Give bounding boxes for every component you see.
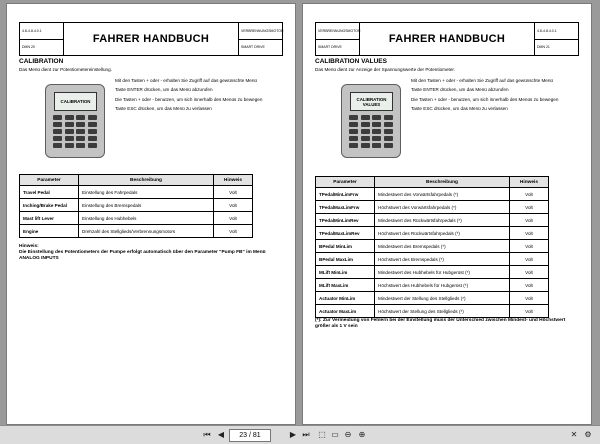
table-row	[316, 227, 549, 240]
table-row	[20, 212, 253, 225]
section-subtitle: Das Menü dient zur Potentiometereinstellung.	[19, 67, 112, 72]
device-screen	[54, 92, 97, 111]
cell-description: Höchstwert des Hubhebels für Hubgerüst (*)	[375, 279, 510, 292]
section-title: CALIBRATION	[19, 58, 64, 65]
cell-description: Einstellung des Bremspedals	[79, 199, 214, 212]
cell-parameter: TPedalMaxLimFrw	[316, 201, 375, 214]
cell-parameter: Mast lift Lever	[20, 212, 79, 225]
cell-note: Volt	[510, 188, 549, 201]
note-block	[19, 244, 281, 262]
note-text: Die Einstellung des Potentiometers der Pumpe erfolgt automatisch über den Parameter "Pump FB" im Menü ANALOG INPUTS	[19, 250, 266, 261]
cell-parameter: BPedal MinLim	[316, 240, 375, 253]
cell-parameter: Travel Pedal	[20, 186, 79, 199]
cell-note: Volt	[214, 212, 253, 225]
device-screen-text: CALIBRATION	[60, 99, 91, 104]
table-row	[20, 199, 253, 212]
cell-parameter: MLift MinLim	[316, 266, 375, 279]
cell-description: Mindestwert des Hubhebels für Hubgerüst (*)	[375, 266, 510, 279]
last-page-icon[interactable]: ⏭	[302, 430, 310, 439]
device-keypad	[349, 115, 393, 148]
header-category: VERBRENNUNGSMOTOR	[316, 23, 360, 40]
table-row	[316, 305, 549, 318]
page-title: FAHRER HANDBUCH	[360, 23, 535, 56]
cell-description: Höchstwert des Bremspedals (*)	[375, 253, 510, 266]
device-screen-line-1: CALIBRATION	[356, 96, 387, 102]
cell-note: Volt	[510, 253, 549, 266]
cell-parameter: TPedalMinLimRev	[316, 214, 375, 227]
instruction-line: Die Tasten + oder - benutzen, um sich innerhalb des Menüs zu bewegen	[115, 96, 263, 102]
cell-note: Volt	[214, 186, 253, 199]
cell-note: Volt	[510, 292, 549, 305]
zoom-in-icon[interactable]: ⊕	[358, 430, 366, 439]
instruction-line: Mit den Tasten + oder - erhalten Sie Zugriff auf das gewünschte Menü	[411, 78, 553, 83]
column-header: Beschreibung	[79, 175, 214, 186]
zoom-out-icon[interactable]: ⊖	[344, 430, 352, 439]
cell-parameter: Actuator MaxLim	[316, 305, 375, 318]
cell-description: Mindestwert des Vorwärtsfahrpedals (*)	[375, 188, 510, 201]
console-device-image	[45, 84, 105, 158]
cell-parameter: Engine	[20, 225, 79, 238]
doc-code: 4.8-4.8.4.0.1	[535, 23, 579, 40]
section-title: CALIBRATION VALUES	[315, 58, 387, 65]
settings-icon[interactable]: ⚙	[584, 430, 592, 439]
cell-description: Höchstwert der Stellung des Stellglieds (*)	[375, 305, 510, 318]
table-row	[316, 253, 549, 266]
cell-parameter: TPedalMinLimFrw	[316, 188, 375, 201]
table-row	[316, 240, 549, 253]
table-row	[20, 186, 253, 199]
cell-parameter: TPedalMaxLimRev	[316, 227, 375, 240]
cell-note: Volt	[510, 214, 549, 227]
device-screen-text	[357, 97, 387, 107]
cell-note: Volt	[214, 225, 253, 238]
next-page-icon[interactable]: ▶	[289, 430, 297, 439]
cell-note: Volt	[214, 199, 253, 212]
column-header: Beschreibung	[375, 177, 510, 188]
header-product: SMART DRIVE	[239, 39, 283, 56]
document-page-left	[6, 3, 296, 425]
close-icon[interactable]: ✕	[570, 430, 578, 439]
table-row	[316, 292, 549, 305]
cell-description: Einstellung des Fahrpedals	[79, 186, 214, 199]
first-page-icon[interactable]: ⏮	[203, 430, 211, 439]
table-row	[316, 266, 549, 279]
header-product: SMART DRIVE	[316, 39, 360, 56]
cell-description: Mindestwert des Bremspedals (*)	[375, 240, 510, 253]
cell-description: Höchstwert des Rückwärtsfahrpedals (*)	[375, 227, 510, 240]
device-screen	[350, 92, 393, 111]
cell-parameter: Actuator MinLim	[316, 292, 375, 305]
instruction-line: Taste ENTER drücken, um das Menü abzurufen	[115, 87, 213, 93]
instruction-line: Taste ENTER drücken, um das Menü abzurufen	[411, 87, 509, 93]
console-device-image	[341, 84, 401, 158]
instructions	[411, 78, 579, 115]
document-page-right	[302, 3, 592, 425]
section-subtitle: Das Menü dient zur Anzeige der Spannungswerte der Potentiometer.	[315, 67, 455, 72]
instruction-line: Taste ESC drücken, um das Menü zu verlassen	[411, 105, 508, 111]
device-keypad	[53, 115, 97, 148]
table-row	[316, 201, 549, 214]
parameter-table	[315, 176, 549, 318]
page-title: FAHRER HANDBUCH	[64, 23, 239, 56]
cell-note: Volt	[510, 305, 549, 318]
instruction-line: Mit den Tasten + oder - erhalten Sie Zugriff auf das gewünschte Menü	[115, 78, 257, 83]
note-title: Hinweis:	[19, 244, 39, 249]
cell-parameter: MLift MaxLim	[316, 279, 375, 292]
parameter-table	[19, 174, 253, 238]
column-header: Hinweis	[214, 175, 253, 186]
cell-description: Drehzahl des Stellglieds/Verbrennungsmotors	[79, 225, 214, 238]
cell-description: Mindestwert der Stellung des Stellglieds (*)	[375, 292, 510, 305]
page-header	[19, 22, 283, 56]
cell-note: Volt	[510, 227, 549, 240]
note-text: (*): Zur Vermeidung von Fehlern bei der Einstellung muss der Unterschied zwischen Mindest- und Höchstwert größer als 1 V sein	[315, 318, 566, 329]
cell-parameter: Inching/Brake Pedal	[20, 199, 79, 212]
cell-note: Volt	[510, 279, 549, 292]
column-header: Parameter	[316, 177, 375, 188]
cell-description: Einstellung des Hubhebels	[79, 212, 214, 225]
instruction-line: Taste ESC drücken, um das Menü zu verlassen	[115, 105, 212, 111]
instruction-line: Die Tasten + oder - benutzen, um sich innerhalb des Menüs zu bewegen	[411, 96, 559, 102]
doc-revision: DMN 20	[20, 39, 64, 56]
cell-note: Volt	[510, 266, 549, 279]
fit-width-icon[interactable]: ▭	[331, 430, 339, 439]
doc-code: 4.8-4.8.4.0.1	[20, 23, 64, 40]
page-number-input[interactable]: 23 / 81	[229, 429, 271, 442]
cell-note: Volt	[510, 201, 549, 214]
device-screen-line-2: VALUES	[362, 101, 381, 107]
fit-page-icon[interactable]: ⬚	[318, 430, 326, 439]
doc-revision: DMN 21	[535, 39, 579, 56]
table-row	[20, 225, 253, 238]
cell-parameter: BPedal MaxLim	[316, 253, 375, 266]
viewer-toolbar	[0, 425, 600, 444]
table-row	[316, 188, 549, 201]
cell-description: Höchstwert des Vorwärtsfahrpedals (*)	[375, 201, 510, 214]
page-header	[315, 22, 579, 56]
table-row	[316, 214, 549, 227]
column-header: Hinweis	[510, 177, 549, 188]
column-header: Parameter	[20, 175, 79, 186]
instructions	[115, 78, 283, 115]
prev-page-icon[interactable]: ◀	[217, 430, 225, 439]
table-row	[316, 279, 549, 292]
header-category: VERBRENNUNGSMOTOR	[239, 23, 283, 40]
cell-description: Mindestwert des Rückwärtsfahrpedals (*)	[375, 214, 510, 227]
cell-note: Volt	[510, 240, 549, 253]
